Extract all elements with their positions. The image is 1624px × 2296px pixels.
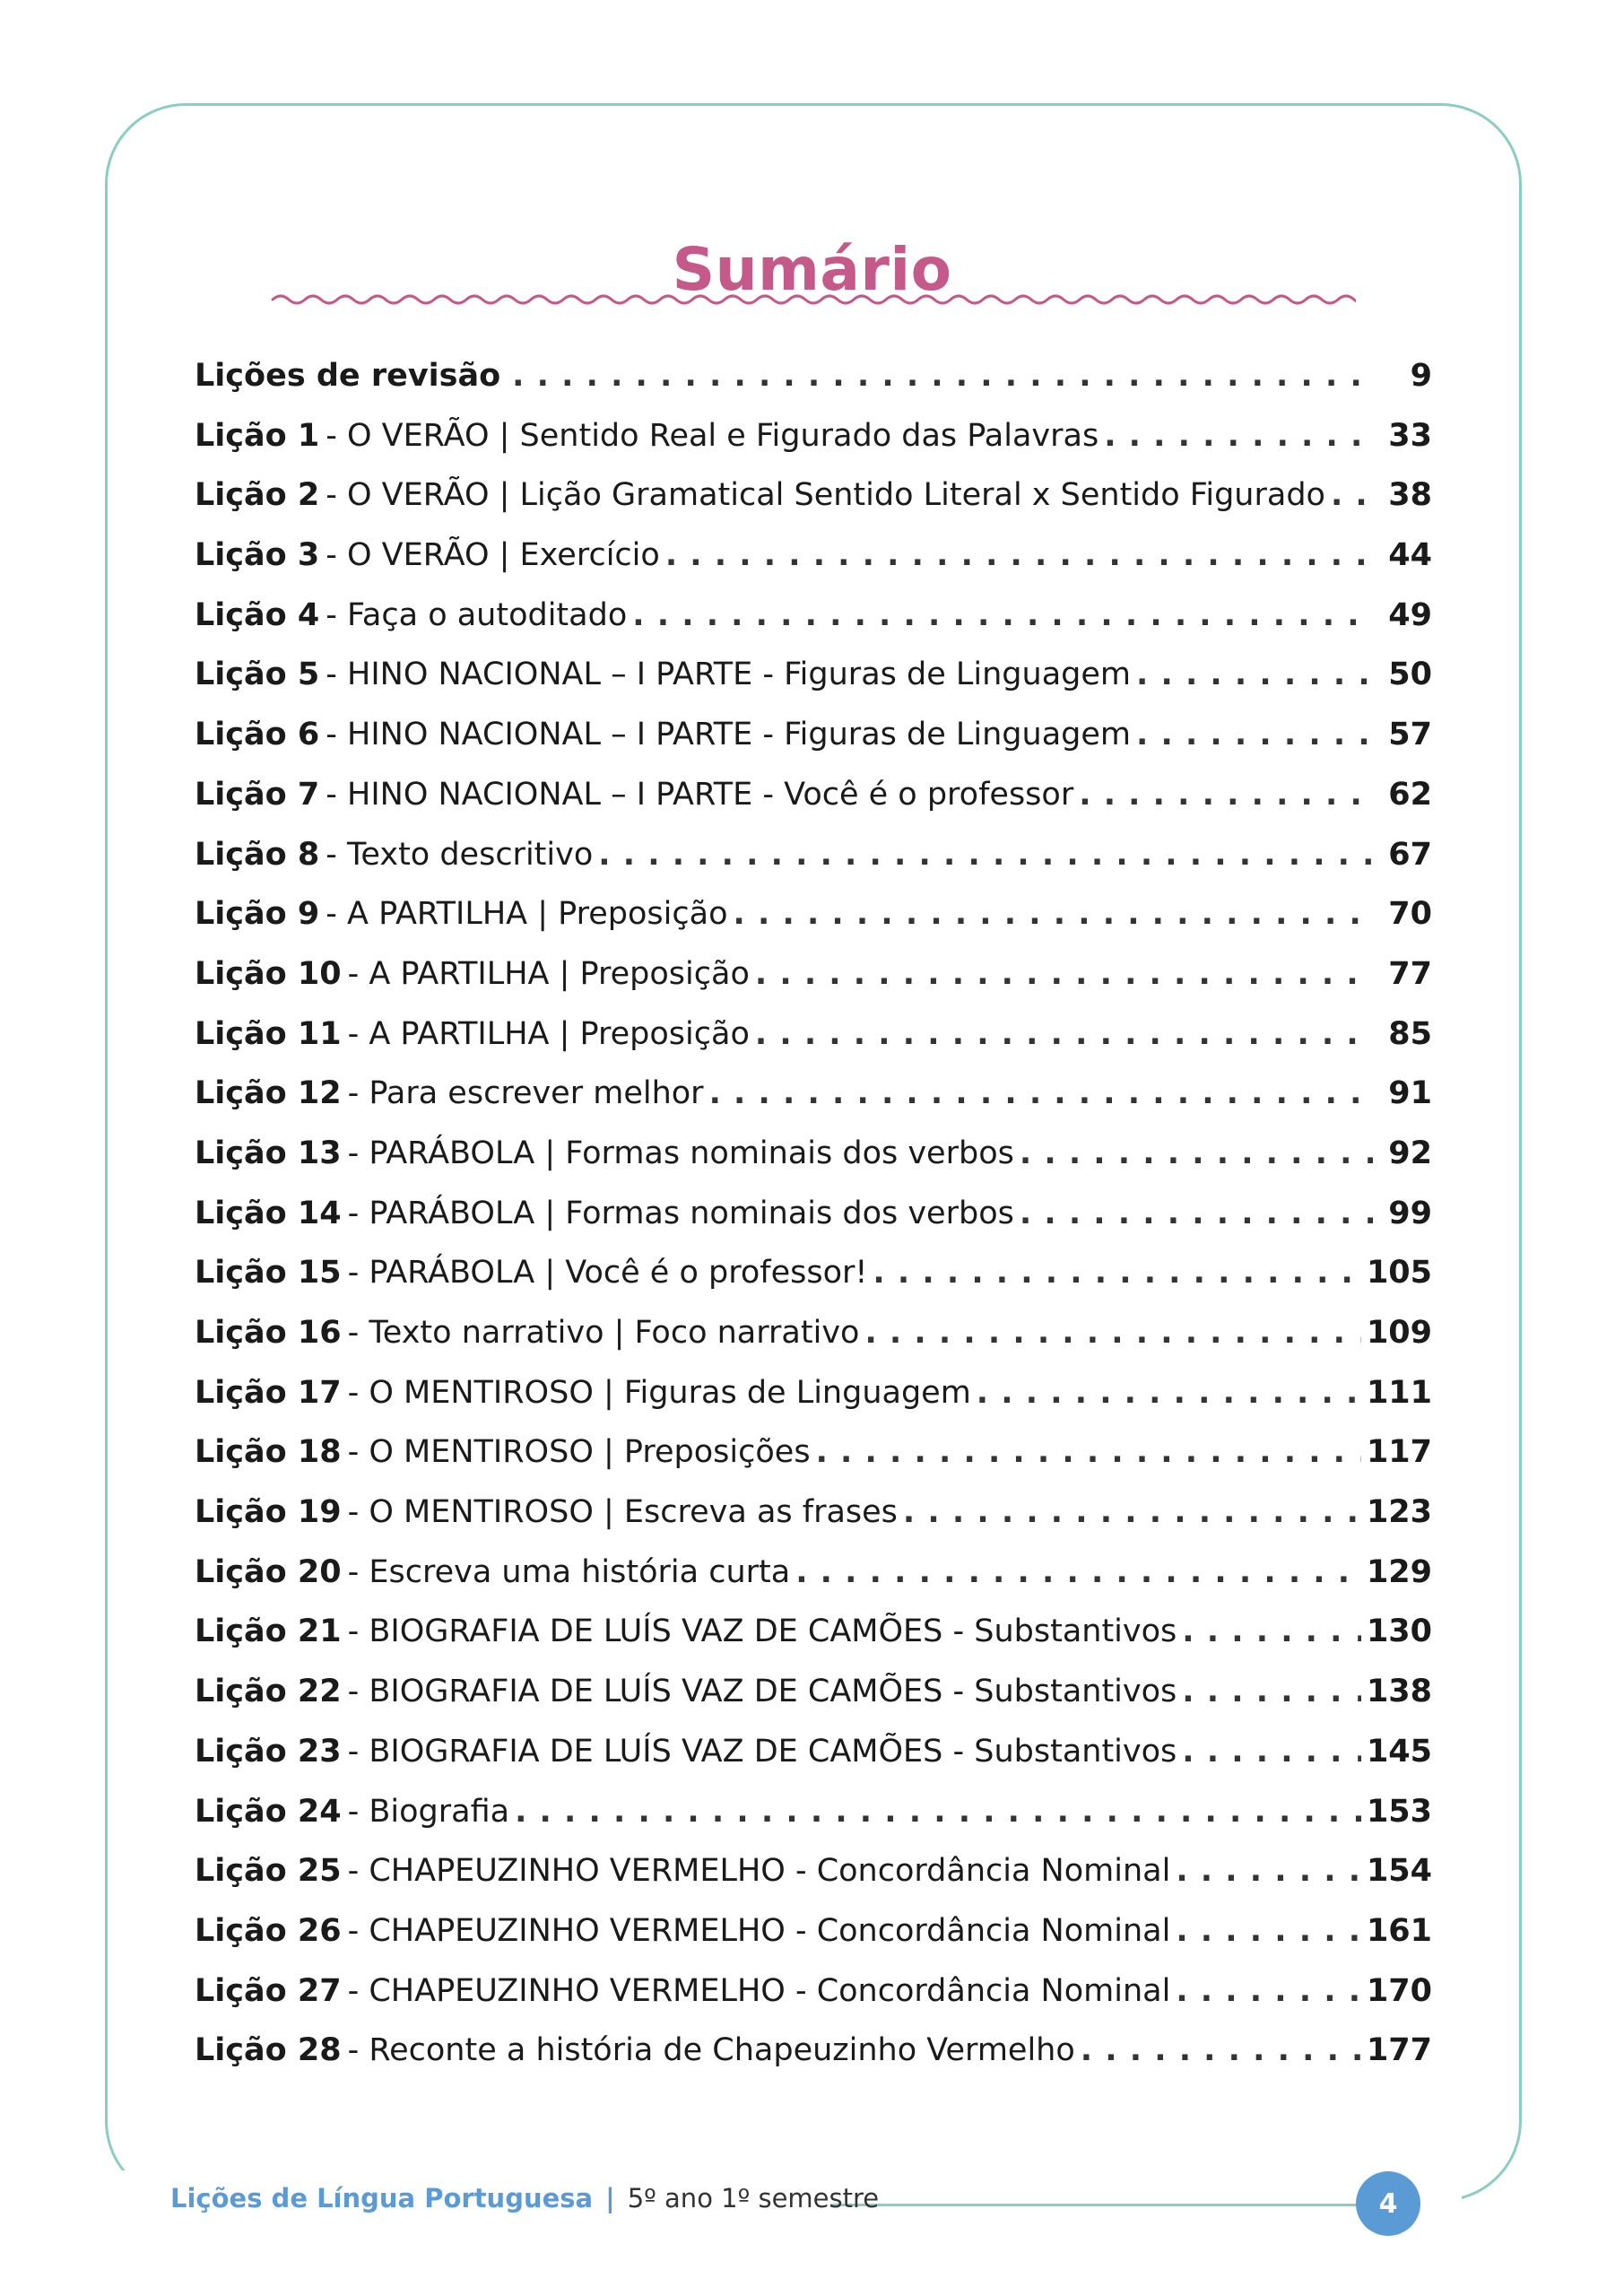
toc-entry-label: Lição 27 (195, 1972, 342, 2009)
toc-entry-title: - PARÁBOLA | Formas nominais dos verbos (347, 1135, 1014, 1171)
dot-leader (1176, 1913, 1361, 1949)
toc-entry-title: - BIOGRAFIA DE LUÍS VAZ DE CAMÕES - Substantivos (347, 1613, 1177, 1650)
dot-leader (1136, 717, 1373, 752)
dot-leader (755, 956, 1373, 992)
toc-entry (195, 1794, 1432, 1854)
toc-entry-title: - Texto descritivo (326, 836, 594, 873)
toc-entry (195, 837, 1432, 897)
dot-leader (873, 1255, 1361, 1291)
toc-entry (195, 1135, 1432, 1196)
toc-entry-page: 44 (1388, 537, 1432, 574)
toc-entry (195, 1016, 1432, 1076)
toc-entry-title: - A PARTILHA | Preposição (326, 896, 728, 933)
toc-entry-label: Lição 26 (195, 1912, 342, 1949)
toc-entry-label: Lição 17 (195, 1374, 342, 1411)
toc-entry (195, 1196, 1432, 1256)
toc-entry-page: 109 (1366, 1315, 1432, 1351)
grade-label: 5º ano 1º semestre (627, 2183, 880, 2213)
toc-entry-title: - O MENTIROSO | Preposições (347, 1434, 811, 1471)
toc-entry-label: Lição 5 (195, 657, 320, 693)
toc-entry-label: Lição 8 (195, 836, 320, 873)
toc-entry-title: - PARÁBOLA | Você é o professor! (347, 1255, 868, 1292)
toc-entry-label: Lição 20 (195, 1553, 342, 1590)
toc-entry (195, 358, 1432, 418)
toc-entry (195, 1554, 1432, 1614)
toc-entry-page: 33 (1388, 417, 1432, 454)
toc-entry (195, 1494, 1432, 1554)
dot-leader (755, 1016, 1373, 1052)
toc-entry-title: - A PARTILHA | Preposição (347, 1015, 750, 1052)
toc-entry-page: 38 (1388, 477, 1432, 514)
toc-entry-label: Lição 4 (195, 596, 320, 633)
toc-entry-page: 170 (1366, 1972, 1432, 2009)
dot-leader (665, 537, 1373, 573)
toc-entry-page: 111 (1366, 1374, 1432, 1411)
toc-entry-title: - CHAPEUZINHO VERMELHO - Concordância Nominal (347, 1912, 1171, 1949)
toc-entry (195, 2032, 1432, 2092)
toc-entry-page: 117 (1366, 1434, 1432, 1471)
toc-entry-page: 123 (1366, 1494, 1432, 1531)
toc-entry-title: - HINO NACIONAL – I PARTE - Figuras de Linguagem (326, 657, 1131, 693)
toc-entry-title: - Biografia (347, 1793, 510, 1830)
toc-entry (195, 477, 1432, 537)
toc-entry (195, 1075, 1432, 1135)
toc-entry-label: Lição 16 (195, 1315, 342, 1351)
dot-leader (1182, 1734, 1361, 1770)
toc-entry (195, 1434, 1432, 1494)
toc-entry-page: 85 (1388, 1015, 1432, 1052)
toc-entry-title: - HINO NACIONAL – I PARTE - Figuras de Linguagem (326, 717, 1131, 753)
dot-leader (512, 358, 1373, 394)
dot-leader (1176, 1853, 1361, 1889)
toc-entry-label: Lição 1 (195, 417, 320, 454)
toc-entry-page: 9 (1410, 358, 1432, 394)
toc-entry (195, 597, 1432, 657)
toc-entry (195, 896, 1432, 956)
toc-entry-label: Lição 25 (195, 1853, 342, 1890)
toc-entry-title: - Texto narrativo | Foco narrativo (347, 1315, 860, 1351)
toc-entry-title: - Escreva uma história curta (347, 1553, 791, 1590)
toc-entry-title: - A PARTILHA | Preposição (347, 955, 750, 992)
toc-entry-label: Lição 6 (195, 717, 320, 753)
toc-entry (195, 1853, 1432, 1913)
toc-entry-page: 50 (1388, 657, 1432, 693)
toc-entry-page: 49 (1388, 596, 1432, 633)
dot-leader (598, 837, 1373, 873)
toc-entry-page: 138 (1366, 1674, 1432, 1710)
toc-entry (195, 777, 1432, 837)
toc-entry-title: - Reconte a história de Chapeuzinho Vermelho (347, 2032, 1075, 2069)
toc-entry-page: 99 (1388, 1195, 1432, 1231)
dot-leader (977, 1375, 1361, 1411)
dot-leader (709, 1075, 1373, 1111)
wavy-divider (271, 289, 1356, 310)
page-number-badge: 4 (1356, 2171, 1420, 2236)
toc-entry-label: Lição 13 (195, 1135, 342, 1171)
toc-entry-label: Lição 23 (195, 1733, 342, 1770)
toc-entry-label: Lição 22 (195, 1674, 342, 1710)
toc-entry-title: - Faça o autoditado (326, 596, 628, 633)
toc-entry-label: Lição 10 (195, 955, 342, 992)
toc-entry-page: 129 (1366, 1553, 1432, 1590)
toc-entry-page: 67 (1388, 836, 1432, 873)
page-title: Sumário (672, 235, 952, 305)
toc-entry-page: 145 (1366, 1733, 1432, 1770)
toc-entry (195, 1375, 1432, 1435)
dot-leader (515, 1794, 1361, 1830)
dot-leader (864, 1315, 1360, 1351)
toc-entry-title: - BIOGRAFIA DE LUÍS VAZ DE CAMÕES - Substantivos (347, 1674, 1177, 1710)
toc-entry-page: 130 (1366, 1613, 1432, 1650)
dot-leader (795, 1554, 1361, 1590)
toc-entry-title: - PARÁBOLA | Formas nominais dos verbos (347, 1195, 1014, 1231)
toc-entry (195, 1255, 1432, 1315)
toc-entry-label: Lição 12 (195, 1075, 342, 1112)
toc-entry-label: Lição 19 (195, 1494, 342, 1531)
toc-entry-label: Lição 9 (195, 896, 320, 933)
toc-entry (195, 537, 1432, 597)
dot-leader (1020, 1196, 1373, 1231)
toc-entry-label: Lição 14 (195, 1195, 342, 1231)
footer-separator: | (605, 2183, 615, 2213)
toc-entry-label: Lição 15 (195, 1255, 342, 1292)
dot-leader (1104, 418, 1373, 454)
toc-entry-label: Lição 11 (195, 1015, 342, 1052)
dot-leader (1182, 1613, 1361, 1649)
toc-entry (195, 418, 1432, 478)
toc-entry-title: - O VERÃO | Sentido Real e Figurado das Palavras (326, 417, 1099, 454)
toc-entry-page: 77 (1388, 955, 1432, 992)
dot-leader (816, 1434, 1361, 1470)
dot-leader (1081, 2032, 1361, 2068)
toc-entry-page: 153 (1366, 1793, 1432, 1830)
footer (170, 2183, 879, 2213)
toc-entry (195, 1674, 1432, 1734)
toc-entry-label: Lição 18 (195, 1434, 342, 1471)
dot-leader (1182, 1674, 1361, 1709)
toc-entry-title: - CHAPEUZINHO VERMELHO - Concordância Nominal (347, 1853, 1171, 1890)
dot-leader (1136, 657, 1373, 692)
toc-entry-page: 70 (1388, 896, 1432, 933)
toc-entry-page: 92 (1388, 1135, 1432, 1171)
toc-entry (195, 657, 1432, 717)
toc-entry (195, 1973, 1432, 2033)
toc-entry-label: Lições de revisão (195, 358, 501, 394)
dot-leader (903, 1494, 1361, 1530)
toc-entry-label: Lição 24 (195, 1793, 342, 1830)
toc-entry (195, 717, 1432, 777)
dot-leader (734, 896, 1374, 932)
toc-entry-label: Lição 2 (195, 477, 320, 514)
book-title: Lições de Língua Portuguesa (170, 2183, 594, 2213)
toc-entry-title: - O MENTIROSO | Escreva as frases (347, 1494, 898, 1531)
toc-entry-label: Lição 7 (195, 776, 320, 813)
toc-entry (195, 1613, 1432, 1674)
dot-leader (1079, 777, 1373, 813)
toc-entry-label: Lição 3 (195, 537, 320, 574)
toc-entry-page: 177 (1366, 2032, 1432, 2069)
toc-entry-title: - Para escrever melhor (347, 1075, 704, 1112)
toc-entry (195, 1913, 1432, 1973)
footer-rule (830, 2204, 1359, 2206)
dot-leader (1176, 1973, 1361, 2009)
toc-entry-title: - HINO NACIONAL – I PARTE - Você é o professor (326, 776, 1074, 813)
toc-entry-title: - O MENTIROSO | Figuras de Linguagem (347, 1374, 971, 1411)
toc-entry-title: - O VERÃO | Lição Gramatical Sentido Literal x Sentido Figurado (326, 477, 1325, 514)
dot-leader (1331, 477, 1373, 513)
toc-entry-page: 57 (1388, 717, 1432, 753)
toc-entry-page: 91 (1388, 1075, 1432, 1112)
toc-entry-label: Lição 28 (195, 2032, 342, 2069)
dot-leader (1020, 1135, 1373, 1171)
toc-entry-title: - O VERÃO | Exercício (326, 537, 660, 574)
toc-entry-label: Lição 21 (195, 1613, 342, 1650)
toc-entry (195, 1315, 1432, 1375)
toc-entry-title: - CHAPEUZINHO VERMELHO - Concordância Nominal (347, 1972, 1171, 2009)
table-of-contents (195, 358, 1432, 2092)
toc-entry (195, 956, 1432, 1016)
toc-entry-page: 161 (1366, 1912, 1432, 1949)
toc-entry-page: 105 (1366, 1255, 1432, 1292)
toc-entry-title: - BIOGRAFIA DE LUÍS VAZ DE CAMÕES - Substantivos (347, 1733, 1177, 1770)
toc-entry (195, 1734, 1432, 1794)
dot-leader (632, 597, 1373, 633)
toc-entry-page: 154 (1366, 1853, 1432, 1890)
toc-entry-page: 62 (1388, 776, 1432, 813)
